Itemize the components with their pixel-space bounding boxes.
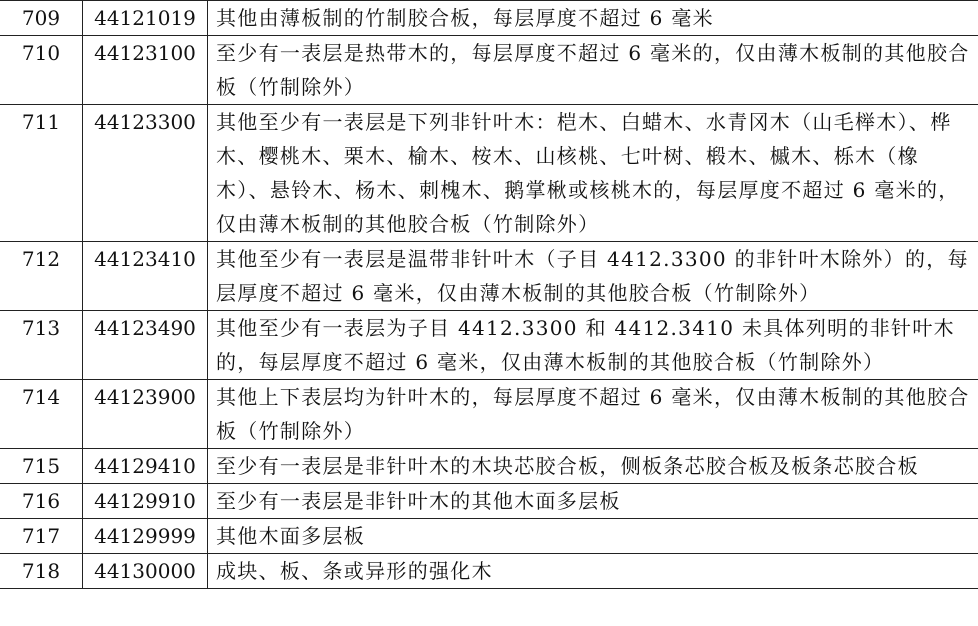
row-number: 711 [0,105,83,242]
item-description: 成块、板、条或异形的强化木 [208,554,978,589]
item-description: 其他由薄板制的竹制胶合板，每层厚度不超过 6 毫米 [208,1,978,36]
row-number: 710 [0,36,83,105]
table-row [0,449,978,484]
table-row [0,380,978,449]
table-row [0,36,978,105]
item-description: 其他至少有一表层是下列非针叶木：桤木、白蜡木、水青冈木（山毛榉木）、桦木、樱桃木、栗木、榆木、桉木、山核桃、七叶树、椴木、槭木、栎木（橡木）、悬铃木、杨木、刺槐木、鹅掌楸或核桃木的，每层厚度不超过 6 毫米的，仅由薄木板制的其他胶合板（竹制除外） [208,105,978,242]
row-number: 713 [0,311,83,380]
tariff-code: 44129999 [83,519,208,554]
tariff-code: 44123300 [83,105,208,242]
tariff-code: 44130000 [83,554,208,589]
table-row [0,484,978,519]
table-row [0,554,978,589]
table-row [0,519,978,554]
row-number: 717 [0,519,83,554]
tariff-code: 44121019 [83,1,208,36]
row-number: 716 [0,484,83,519]
item-description: 至少有一表层是非针叶木的其他木面多层板 [208,484,978,519]
tariff-code: 44123100 [83,36,208,105]
tariff-code: 44129910 [83,484,208,519]
table-row [0,242,978,311]
table-row [0,105,978,242]
tariff-code: 44129410 [83,449,208,484]
table-row [0,311,978,380]
table-row [0,1,978,36]
row-number: 718 [0,554,83,589]
tariff-code: 44123410 [83,242,208,311]
row-number: 715 [0,449,83,484]
item-description: 其他至少有一表层是温带非针叶木（子目 4412.3300 的非针叶木除外）的，每层厚度不超过 6 毫米，仅由薄木板制的其他胶合板（竹制除外） [208,242,978,311]
row-number: 712 [0,242,83,311]
item-description: 其他至少有一表层为子目 4412.3300 和 4412.3410 未具体列明的非针叶木的，每层厚度不超过 6 毫米，仅由薄木板制的其他胶合板（竹制除外） [208,311,978,380]
item-description: 至少有一表层是非针叶木的木块芯胶合板，侧板条芯胶合板及板条芯胶合板 [208,449,978,484]
tariff-code: 44123490 [83,311,208,380]
tariff-code: 44123900 [83,380,208,449]
row-number: 709 [0,1,83,36]
item-description: 其他木面多层板 [208,519,978,554]
row-number: 714 [0,380,83,449]
item-description: 至少有一表层是热带木的，每层厚度不超过 6 毫米的，仅由薄木板制的其他胶合板（竹制除外） [208,36,978,105]
item-description: 其他上下表层均为针叶木的，每层厚度不超过 6 毫米，仅由薄木板制的其他胶合板（竹制除外） [208,380,978,449]
